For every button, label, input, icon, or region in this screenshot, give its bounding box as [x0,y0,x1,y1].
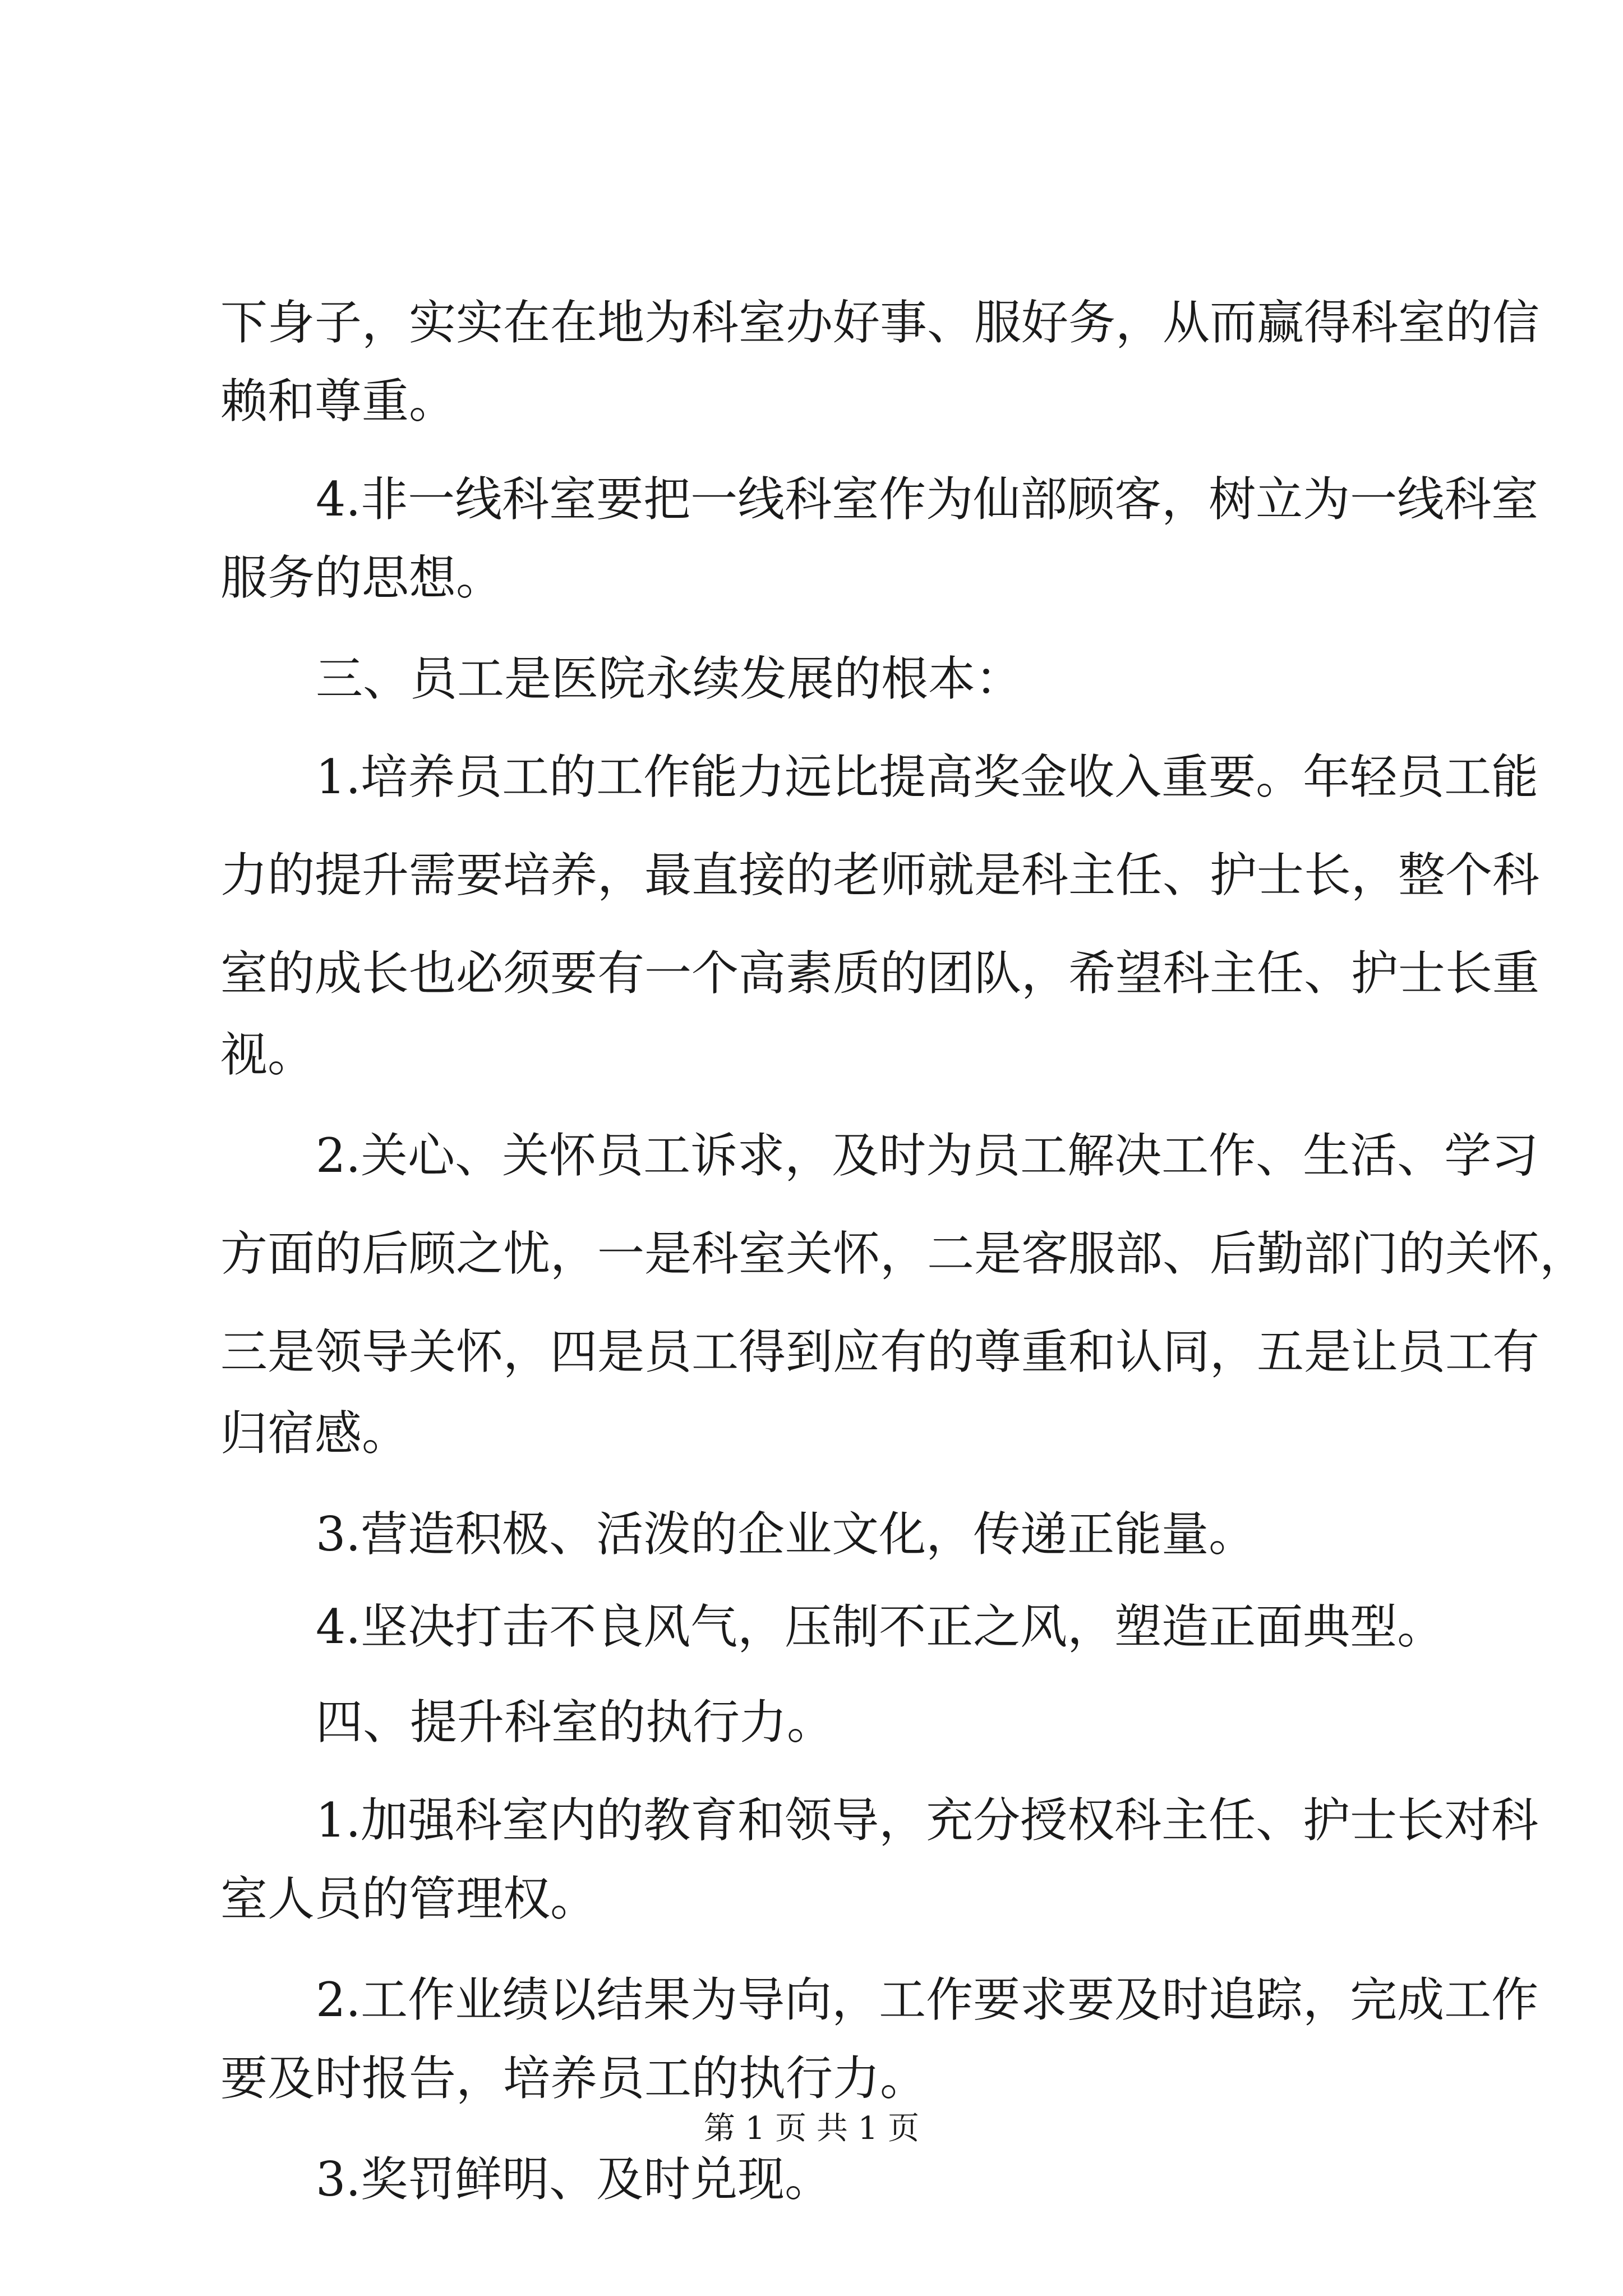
paragraph-start-line: 1.培养员工的工作能力远比提高奖金收入重要。年轻员工能 [316,749,1539,804]
paragraph-start-line: 4.非一线科室要把一线科室作为仙部顾客，树立为一线科室 [316,472,1539,527]
paragraph-line: 室的成长也必须要有一个高素质的团队，希望科主任、护士长重 [220,946,1540,1001]
paragraph-start-line: 2.工作业绩以结果为导向，工作要求要及时追踪，完成工作 [316,1972,1539,2027]
paragraph-line: 力的提升需要培养，最直接的老师就是科主任、护士长，整个科 [220,848,1540,903]
paragraph-line: 方面的后顾之忧，一是科室关怀，二是客服部、后勤部门的关怀， [220,1226,1587,1281]
paragraph-line: 三是领导关怀，四是员工得到应有的尊重和认同，五是让员工有 [220,1324,1540,1379]
paragraph-start-line: 三、员工是医院永续发展的根本： [316,651,1023,706]
paragraph-start-line: 2.关心、关怀员工诉求，及时为员工解决工作、生活、学习 [316,1128,1539,1183]
paragraph-line: 视。 [220,1027,315,1082]
paragraph-line: 下身子，实实在在地为科室办好事、服好务，从而赢得科室的信 [220,295,1540,350]
paragraph-line: 归宿感。 [220,1406,409,1461]
paragraph-start-line: 四、提升科室的执行力。 [316,1695,834,1750]
paragraph-line: 赖和尊重。 [220,374,457,429]
paragraph-start-line: 3.奖罚鲜明、及时兑现。 [316,2152,832,2207]
paragraph-start-line: 4.坚决打击不良风气，压制不正之风，塑造正面典型。 [316,1599,1445,1654]
paragraph-line: 服务的思想。 [220,550,504,605]
paragraph-line: 室人员的管理权。 [220,1871,598,1926]
paragraph-line: 要及时报告，培养员工的执行力。 [220,2051,928,2106]
page-footer: 第 1 页 共 1 页 [703,2110,920,2147]
paragraph-start-line: 1.加强科室内的教育和领导，充分授权科主任、护士长对科 [316,1793,1539,1848]
paragraph-start-line: 3.营造积极、活泼的企业文化，传递正能量。 [316,1507,1256,1562]
